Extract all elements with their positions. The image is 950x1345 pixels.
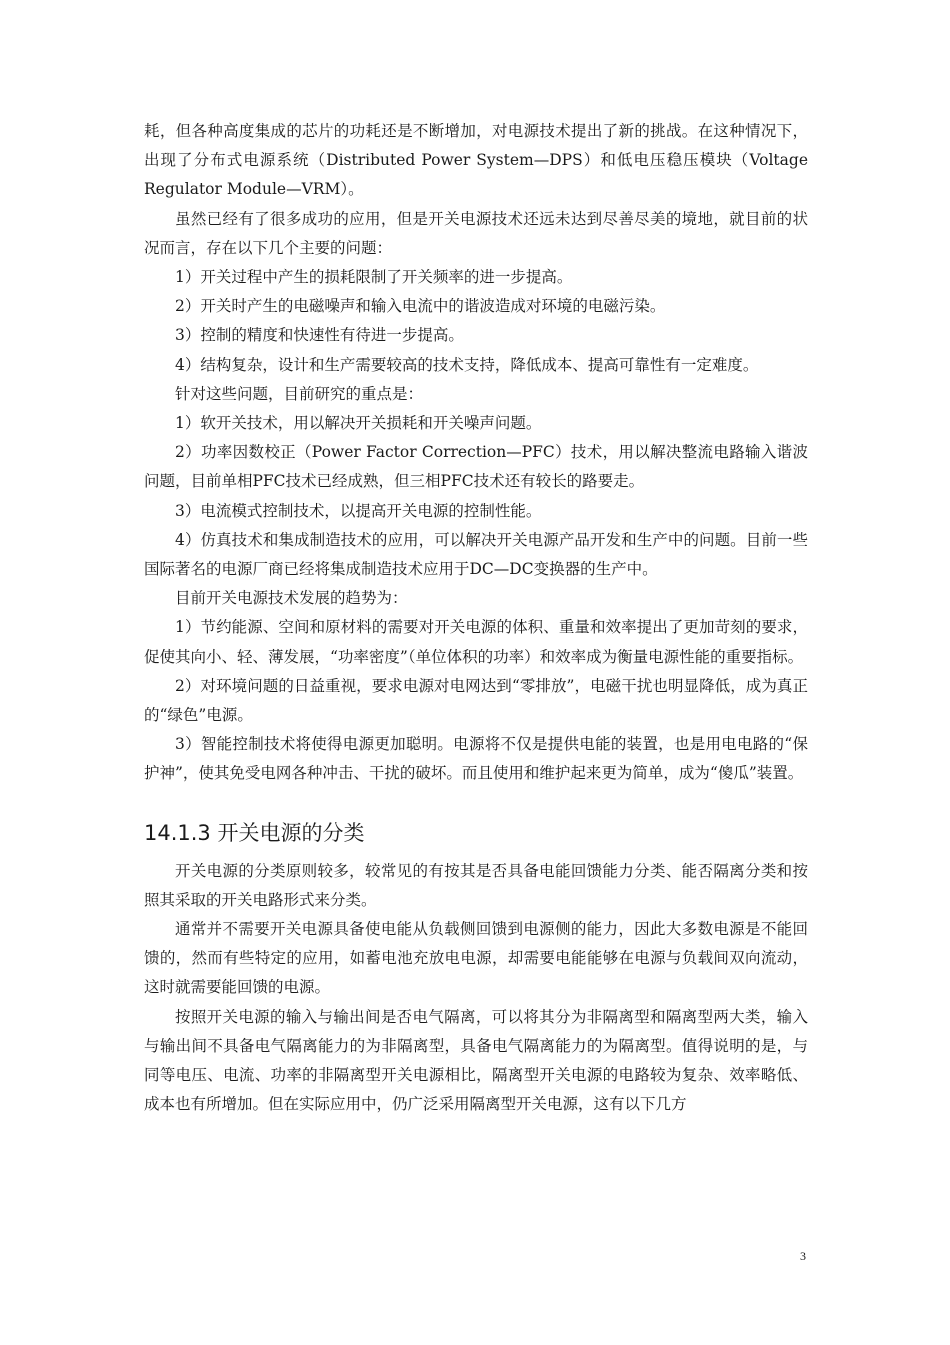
page-body bbox=[144, 117, 808, 1120]
paragraph: 针对这些问题，目前研究的重点是： bbox=[175, 384, 424, 403]
trend-item-3: 3）智能控制技术将使得电源更加聪明。电源将不仅是提供电能的装置，也是用电电路的“保护神”，使其免受电网各种冲击、干扰的破坏。而且使用和维护起来更为简单，成为“傻瓜”装置。 bbox=[144, 735, 808, 783]
section-heading: 14.1.3 开关电源的分类 bbox=[144, 820, 365, 845]
problem-item-1: 1）开关过程中产生的损耗限制了开关频率的进一步提高。 bbox=[175, 268, 573, 287]
problem-item-2: 2）开关时产生的电磁噪声和输入电流中的谐波造成对环境的电磁污染。 bbox=[175, 297, 666, 316]
focus-item-3: 3）电流模式控制技术，以提高开关电源的控制性能。 bbox=[175, 501, 542, 520]
problem-item-4: 4）结构复杂，设计和生产需要较高的技术支持，降低成本、提高可靠性有一定难度。 bbox=[175, 355, 759, 374]
paragraph: 虽然已经有了很多成功的应用，但是开关电源技术还远未达到尽善尽美的境地，就目前的状况而言，存在以下几个主要的问题： bbox=[144, 209, 808, 257]
paragraph: 目前开关电源技术发展的趋势为： bbox=[175, 589, 408, 608]
paragraph: 通常并不需要开关电源具备使电能从负载侧回馈到电源侧的能力，因此大多数电源是不能回馈的，然而有些特定的应用，如蓄电池充放电电源，却需要电能能够在电源与负载间双向流动，这时就需要能回馈的电源。 bbox=[144, 920, 808, 997]
paragraph: 开关电源的分类原则较多，较常见的有按其是否具备电能回馈能力分类、能否隔离分类和按照其采取的开关电路形式来分类。 bbox=[144, 861, 808, 909]
focus-item-1: 1）软开关技术，用以解决开关损耗和开关噪声问题。 bbox=[175, 414, 542, 433]
paragraph-continuation: 耗，但各种高度集成的芯片的功耗还是不断增加，对电源技术提出了新的挑战。在这种情况下，出现了分布式电源系统（Distributed Power System—DPS）和低电压稳压模块（Voltage Regulator Module—VRM）。 bbox=[144, 122, 808, 199]
focus-item-2: 2）功率因数校正（Power Factor Correction—PFC）技术，用以解决整流电路输入谐波问题，目前单相PFC技术已经成熟，但三相PFC技术还有较长的路要走。 bbox=[144, 443, 808, 491]
trend-item-1: 1）节约能源、空间和原材料的需要对开关电源的体积、重量和效率提出了更加苛刻的要求，促使其向小、轻、薄发展，“功率密度”（单位体积的功率）和效率成为衡量电源性能的重要指标。 bbox=[144, 618, 808, 666]
page-number: 3 bbox=[800, 1249, 806, 1263]
problem-item-3: 3）控制的精度和快速性有待进一步提高。 bbox=[175, 326, 464, 345]
focus-item-4: 4）仿真技术和集成制造技术的应用，可以解决开关电源产品开发和生产中的问题。目前一些国际著名的电源厂商已经将集成制造技术应用于DC—DC变换器的生产中。 bbox=[144, 530, 808, 579]
paragraph: 按照开关电源的输入与输出间是否电气隔离，可以将其分为非隔离型和隔离型两大类，输入与输出间不具备电气隔离能力的为非隔离型，具备电气隔离能力的为隔离型。值得说明的是，与同等电压、电流、功率的非隔离型开关电源相比，隔离型开关电源的电路较为复杂、效率略低、成本也有所增加。但在实际应用中，仍广泛采用隔离型开关电源，这有以下几方 bbox=[144, 1007, 808, 1114]
trend-item-2: 2）对环境问题的日益重视，要求电源对电网达到“零排放”，电磁干扰也明显降低，成为真正的“绿色”电源。 bbox=[144, 676, 808, 725]
